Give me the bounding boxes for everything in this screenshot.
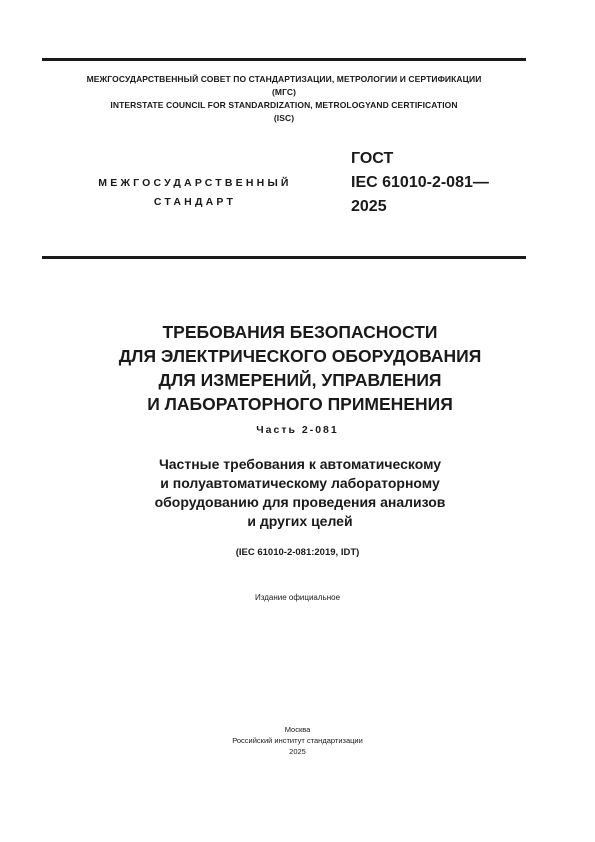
subtitle-line: и полуавтоматическому лабораторному [160,475,440,491]
edition-note: Издание официальное [254,593,341,602]
subtitle-line: Частные требования к автоматическому [158,456,442,472]
top-divider [42,58,526,61]
title-line: ДЛЯ ИЗМЕРЕНИЙ, УПРАВЛЕНИЯ [158,370,442,390]
imprint-city: Москва [284,725,311,734]
document-title [40,320,560,416]
iec-reference: (IEC 61010-2-081:2019, IDT) [235,547,360,558]
standard-type [60,174,330,212]
part-number: Часть 2-081 [256,424,339,436]
imprint-publisher: Российский институт стандартизации [232,736,363,745]
middle-divider [42,256,526,259]
council-abbr-ru: (МГС) [271,87,297,97]
council-name-ru: МЕЖГОСУДАРСТВЕННЫЙ СОВЕТ ПО СТАНДАРТИЗАЦИИ, МЕТРОЛОГИИ И СЕРТИФИКАЦИИ [86,74,482,84]
title-line: ТРЕБОВАНИЯ БЕЗОПАСНОСТИ [162,322,438,342]
standard-type-line: СТАНДАРТ [153,196,237,208]
title-line: И ЛАБОРАТОРНОГО ПРИМЕНЕНИЯ [147,394,453,414]
designation-line: ГОСТ [351,150,394,167]
subtitle-line: и других целей [247,513,353,529]
imprint-year: 2025 [289,747,306,756]
designation-line: IEC 61010-2-081— [351,174,489,191]
standard-type-line: МЕЖГОСУДАРСТВЕННЫЙ [98,177,292,189]
council-name-en: INTERSTATE COUNCIL FOR STANDARDIZATION, METROLOGYAND CERTIFICATION [110,100,458,110]
designation-line: 2025 [351,198,387,215]
title-line: ДЛЯ ЭЛЕКТРИЧЕСКОГО ОБОРУДОВАНИЯ [118,346,482,366]
document-subtitle [70,455,530,531]
subtitle-line: оборудованию для проведения анализов [154,494,446,510]
council-header [42,73,526,125]
imprint [0,724,595,757]
council-abbr-en: (ISC) [273,113,295,123]
standard-designation [351,147,531,219]
